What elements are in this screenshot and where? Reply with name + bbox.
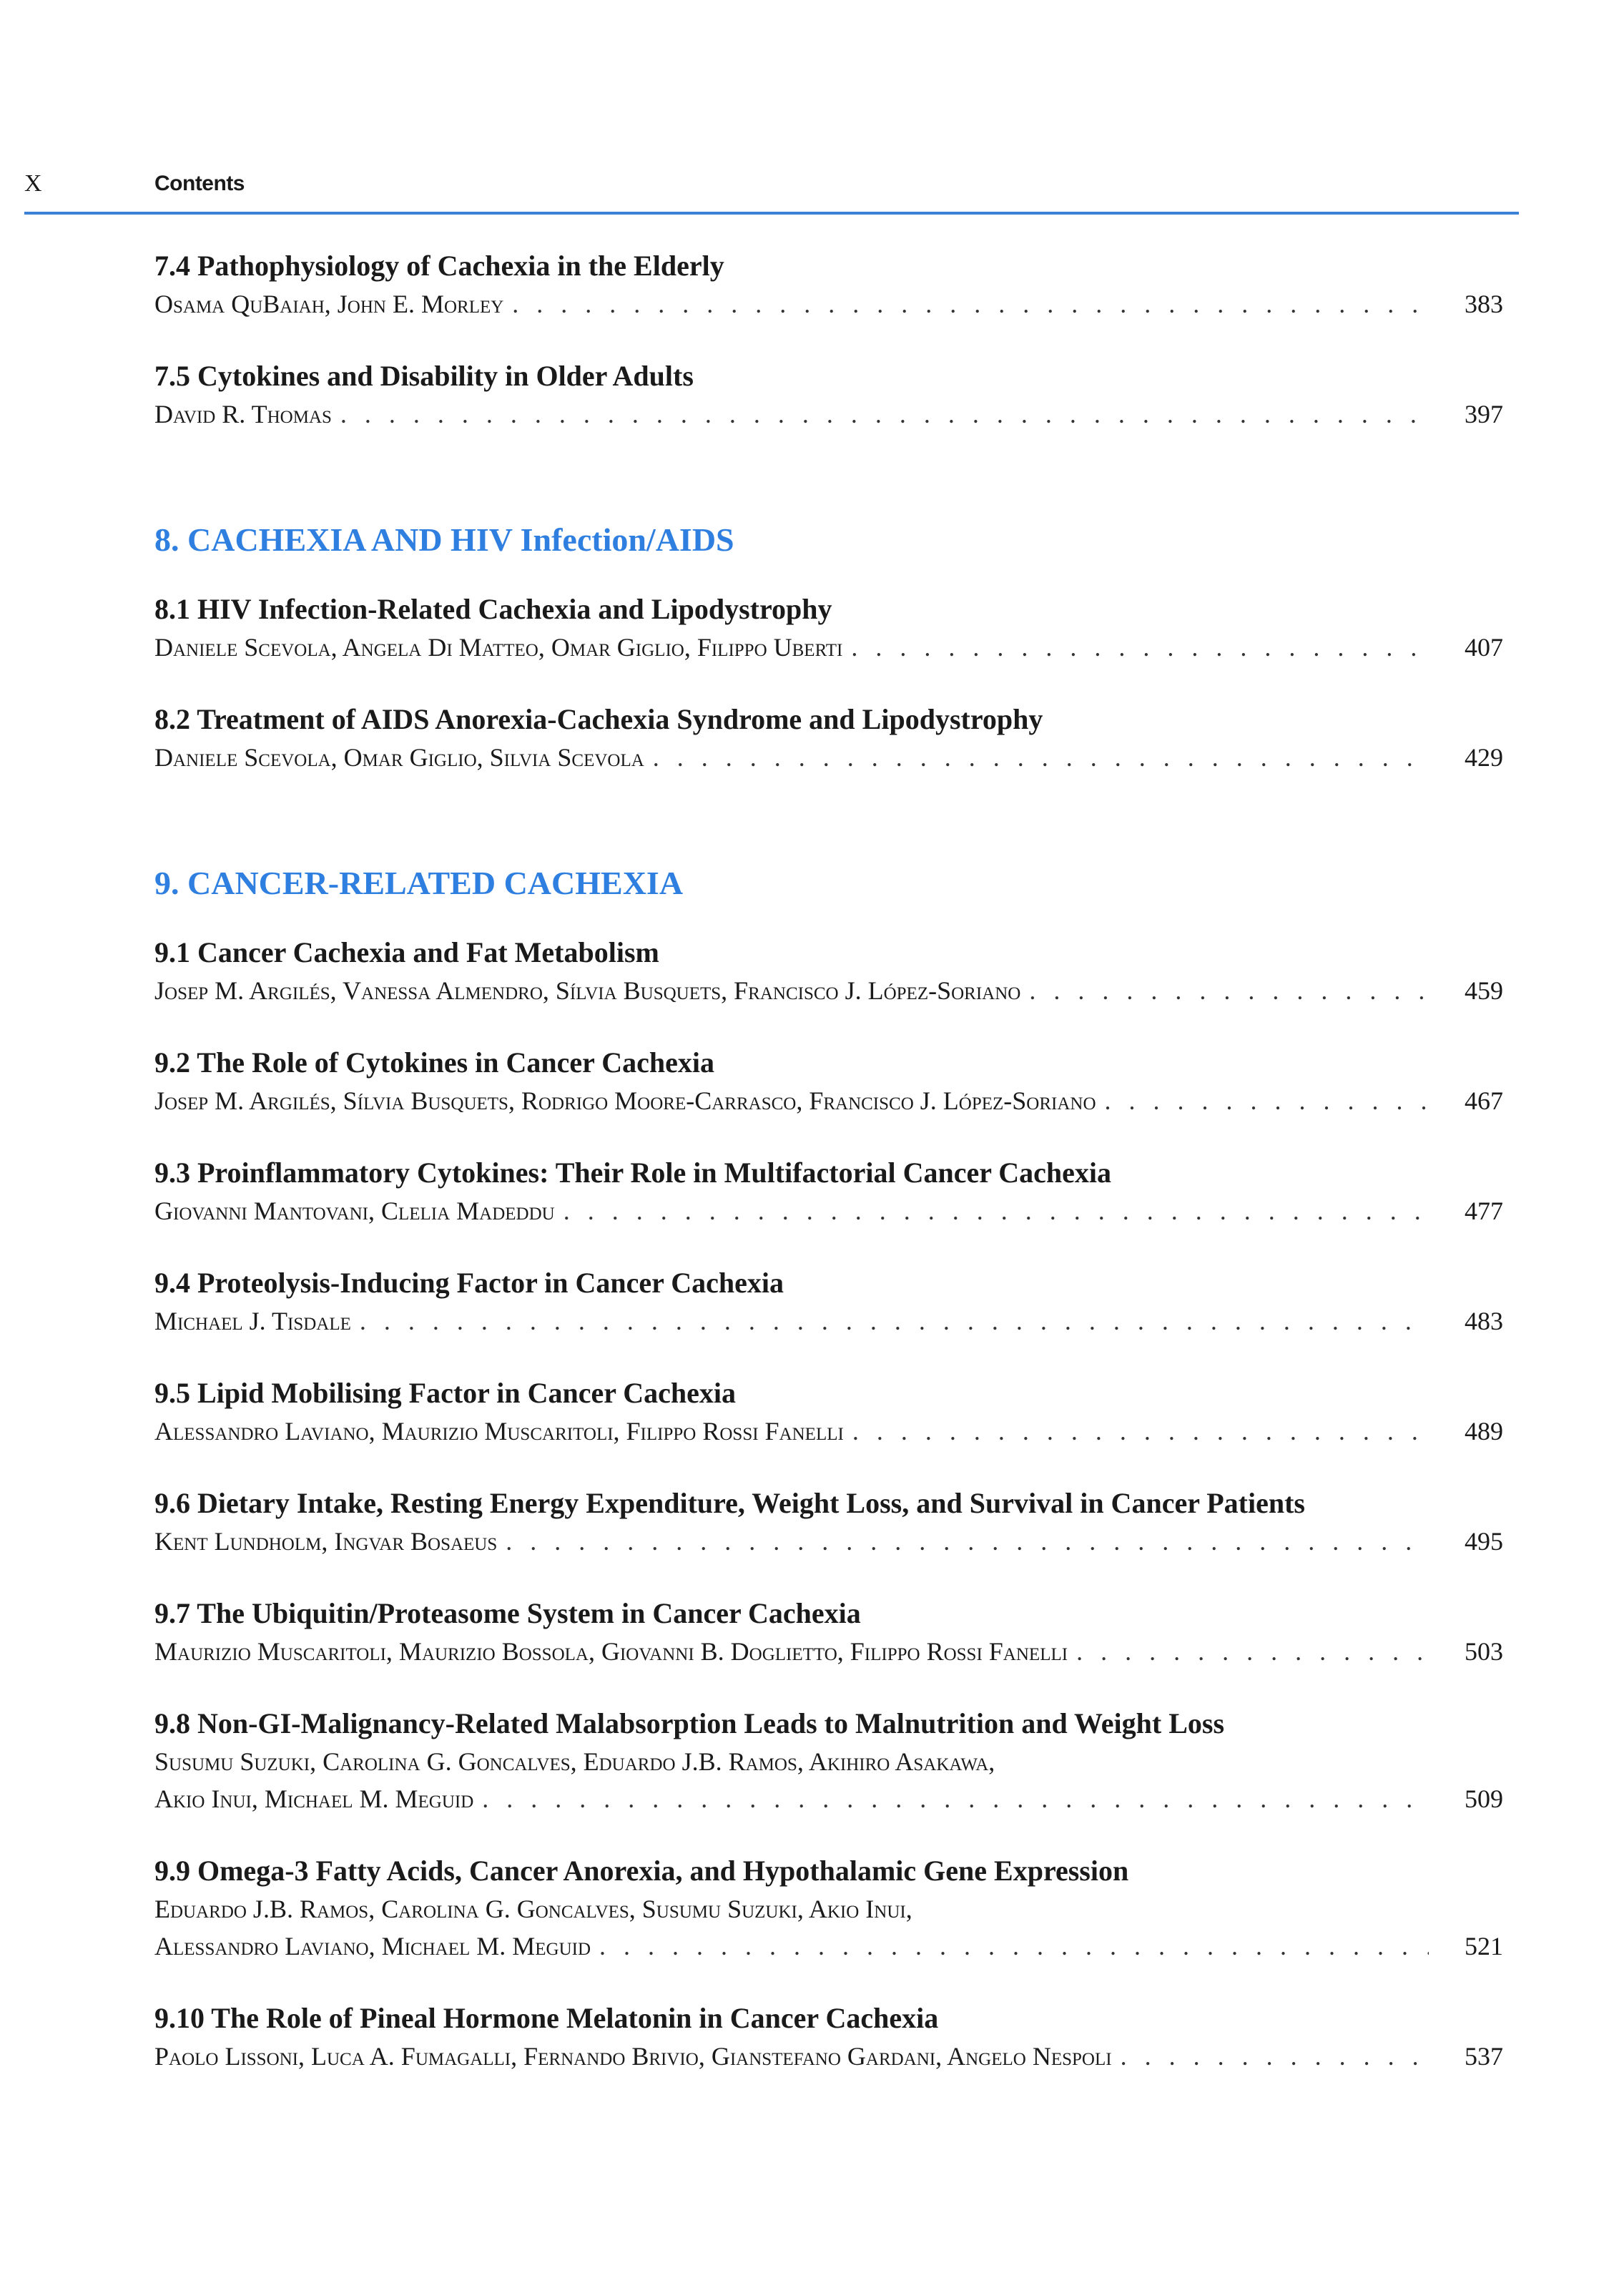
entry-spacer bbox=[154, 1670, 1503, 1704]
entry-title: 9.8 Non-GI-Malignancy-Related Malabsorption Leads to Malnutrition and Weight Loss bbox=[154, 1707, 1225, 1739]
entry-page-number[interactable]: 489 bbox=[1465, 1417, 1503, 1445]
entry-authors: Kent Lundholm, Ingvar Bosaeus bbox=[154, 1527, 498, 1556]
entry-author-line bbox=[154, 285, 1503, 323]
entry-author-line bbox=[154, 1302, 1503, 1340]
dot-leader bbox=[599, 1928, 1429, 1965]
entry-spacer bbox=[154, 1340, 1503, 1374]
toc-entry[interactable] bbox=[154, 247, 1503, 323]
entry-author-line bbox=[154, 2038, 1503, 2075]
entry-title: 8.2 Treatment of AIDS Anorexia-Cachexia Syndrome and Lipodystrophy bbox=[154, 703, 1043, 735]
entry-authors: Daniele Scevola, Omar Giglio, Silvia Scevola bbox=[154, 743, 644, 772]
header-rule bbox=[24, 212, 1519, 215]
dot-leader bbox=[360, 1302, 1429, 1340]
entry-title: 8.1 HIV Infection-Related Cachexia and Lipodystrophy bbox=[154, 593, 832, 625]
entry-page-number[interactable]: 537 bbox=[1465, 2042, 1503, 2071]
dot-leader bbox=[1076, 1633, 1429, 1670]
entry-author-line bbox=[154, 1633, 1503, 1670]
entry-title: 9.6 Dietary Intake, Resting Energy Expenditure, Weight Loss, and Survival in Cancer Patients bbox=[154, 1487, 1305, 1519]
toc-entry[interactable] bbox=[154, 1999, 1503, 2075]
toc-entry[interactable] bbox=[154, 1154, 1503, 1229]
toc-entry[interactable] bbox=[154, 1852, 1503, 1965]
entry-authors: Maurizio Muscaritoli, Maurizio Bossola, Giovanni B. Doglietto, Filippo Rossi Fanelli bbox=[154, 1637, 1068, 1666]
dot-leader bbox=[1105, 1082, 1429, 1119]
dot-leader bbox=[851, 629, 1429, 666]
dot-leader bbox=[564, 1192, 1429, 1229]
entry-title: 7.5 Cytokines and Disability in Older Adults bbox=[154, 360, 694, 392]
entry-author-line bbox=[154, 1413, 1503, 1450]
entry-title: 9.10 The Role of Pineal Hormone Melatonin in Cancer Cachexia bbox=[154, 2002, 939, 2034]
entry-author-line bbox=[154, 972, 1503, 1009]
toc-entry[interactable] bbox=[154, 1374, 1503, 1450]
dot-leader bbox=[1121, 2038, 1429, 2075]
entry-authors: Alessandro Laviano, Maurizio Muscaritoli, Filippo Rossi Fanelli bbox=[154, 1417, 844, 1445]
entry-author-line bbox=[154, 396, 1503, 433]
entry-title: 9.3 Proinflammatory Cytokines: Their Role in Multifactorial Cancer Cachexia bbox=[154, 1157, 1111, 1189]
toc-entry[interactable] bbox=[154, 700, 1503, 776]
entry-author-line bbox=[154, 1523, 1503, 1560]
table-of-contents bbox=[154, 247, 1503, 2075]
entry-page-number[interactable]: 429 bbox=[1465, 743, 1503, 772]
entry-authors: Michael J. Tisdale bbox=[154, 1307, 351, 1335]
entry-page-number[interactable]: 509 bbox=[1465, 1784, 1503, 1813]
dot-leader bbox=[482, 1780, 1429, 1817]
entry-page-number[interactable]: 397 bbox=[1465, 400, 1503, 428]
chapter-heading: 9. CANCER-RELATED CACHEXIA bbox=[154, 865, 684, 901]
dot-leader bbox=[506, 1523, 1429, 1560]
entry-title: 7.4 Pathophysiology of Cachexia in the Elderly bbox=[154, 250, 724, 282]
entry-authors: David R. Thomas bbox=[154, 400, 332, 428]
entry-spacer bbox=[154, 666, 1503, 700]
dot-leader bbox=[340, 396, 1429, 433]
entry-author-line bbox=[154, 739, 1503, 776]
entry-page-number[interactable]: 477 bbox=[1465, 1197, 1503, 1225]
entry-title: 9.9 Omega-3 Fatty Acids, Cancer Anorexia, and Hypothalamic Gene Expression bbox=[154, 1855, 1129, 1887]
entry-title: 9.4 Proteolysis-Inducing Factor in Cancer Cachexia bbox=[154, 1267, 784, 1299]
entry-title: 9.1 Cancer Cachexia and Fat Metabolism bbox=[154, 936, 659, 968]
toc-entry[interactable] bbox=[154, 1044, 1503, 1119]
toc-entry[interactable] bbox=[154, 357, 1503, 433]
toc-entry[interactable] bbox=[154, 1704, 1503, 1817]
entry-authors: Susumu Suzuki, Carolina G. Goncalves, Eduardo J.B. Ramos, Akihiro Asakawa, bbox=[154, 1747, 995, 1776]
toc-entry[interactable] bbox=[154, 1484, 1503, 1560]
entry-authors: Giovanni Mantovani, Clelia Madeddu bbox=[154, 1197, 555, 1225]
entry-page-number[interactable]: 383 bbox=[1465, 290, 1503, 318]
entry-spacer bbox=[154, 1009, 1503, 1044]
entry-author-line bbox=[154, 1928, 1503, 1965]
entry-spacer bbox=[154, 1119, 1503, 1154]
entry-authors: Eduardo J.B. Ramos, Carolina G. Goncalves, Susumu Suzuki, Akio Inui, bbox=[154, 1895, 912, 1923]
entry-page-number[interactable]: 467 bbox=[1465, 1086, 1503, 1115]
chapter-heading: 8. CACHEXIA AND HIV Infection/AIDS bbox=[154, 521, 734, 558]
dot-leader bbox=[1029, 972, 1429, 1009]
entry-authors: Osama QuBaiah, John E. Morley bbox=[154, 290, 504, 318]
entry-authors: Paolo Lissoni, Luca A. Fumagalli, Fernando Brivio, Gianstefano Gardani, Angelo Nespoli bbox=[154, 2042, 1112, 2071]
entry-author-line bbox=[154, 1082, 1503, 1119]
entry-title: 9.5 Lipid Mobilising Factor in Cancer Cachexia bbox=[154, 1377, 736, 1409]
entry-page-number[interactable]: 407 bbox=[1465, 633, 1503, 662]
entry-authors: Akio Inui, Michael M. Meguid bbox=[154, 1784, 474, 1813]
toc-entry[interactable] bbox=[154, 933, 1503, 1009]
entry-title: 9.7 The Ubiquitin/Proteasome System in Cancer Cachexia bbox=[154, 1597, 861, 1629]
toc-entry[interactable] bbox=[154, 590, 1503, 666]
entry-spacer bbox=[154, 1560, 1503, 1594]
entry-spacer bbox=[154, 1817, 1503, 1852]
entry-author-line bbox=[154, 1192, 1503, 1229]
entry-authors: Josep M. Argilés, Sílvia Busquets, Rodrigo Moore-Carrasco, Francisco J. López-Soriano bbox=[154, 1086, 1096, 1115]
entry-spacer bbox=[154, 1229, 1503, 1264]
dot-leader bbox=[852, 1413, 1429, 1450]
toc-entry[interactable] bbox=[154, 1264, 1503, 1340]
entry-page-number[interactable]: 495 bbox=[1465, 1527, 1503, 1556]
entry-page-number[interactable]: 521 bbox=[1465, 1932, 1503, 1960]
entry-spacer bbox=[154, 323, 1503, 357]
entry-page-number[interactable]: 483 bbox=[1465, 1307, 1503, 1335]
entry-title: 9.2 The Role of Cytokines in Cancer Cachexia bbox=[154, 1046, 714, 1079]
running-head: Contents bbox=[154, 172, 245, 195]
dot-leader bbox=[512, 285, 1429, 323]
entry-page-number[interactable]: 503 bbox=[1465, 1637, 1503, 1666]
dot-leader bbox=[653, 739, 1429, 776]
page-number: X bbox=[24, 170, 42, 197]
entry-authors: Josep M. Argilés, Vanessa Almendro, Sílvia Busquets, Francisco J. López-Soriano bbox=[154, 976, 1021, 1005]
entry-author-line bbox=[154, 1780, 1503, 1817]
entry-page-number[interactable]: 459 bbox=[1465, 976, 1503, 1005]
entry-authors: Daniele Scevola, Angela Di Matteo, Omar Giglio, Filippo Uberti bbox=[154, 633, 843, 662]
entry-author-line bbox=[154, 629, 1503, 666]
entry-authors: Alessandro Laviano, Michael M. Meguid bbox=[154, 1932, 591, 1960]
entry-spacer bbox=[154, 1965, 1503, 1999]
entry-spacer bbox=[154, 1450, 1503, 1484]
toc-entry[interactable] bbox=[154, 1594, 1503, 1670]
